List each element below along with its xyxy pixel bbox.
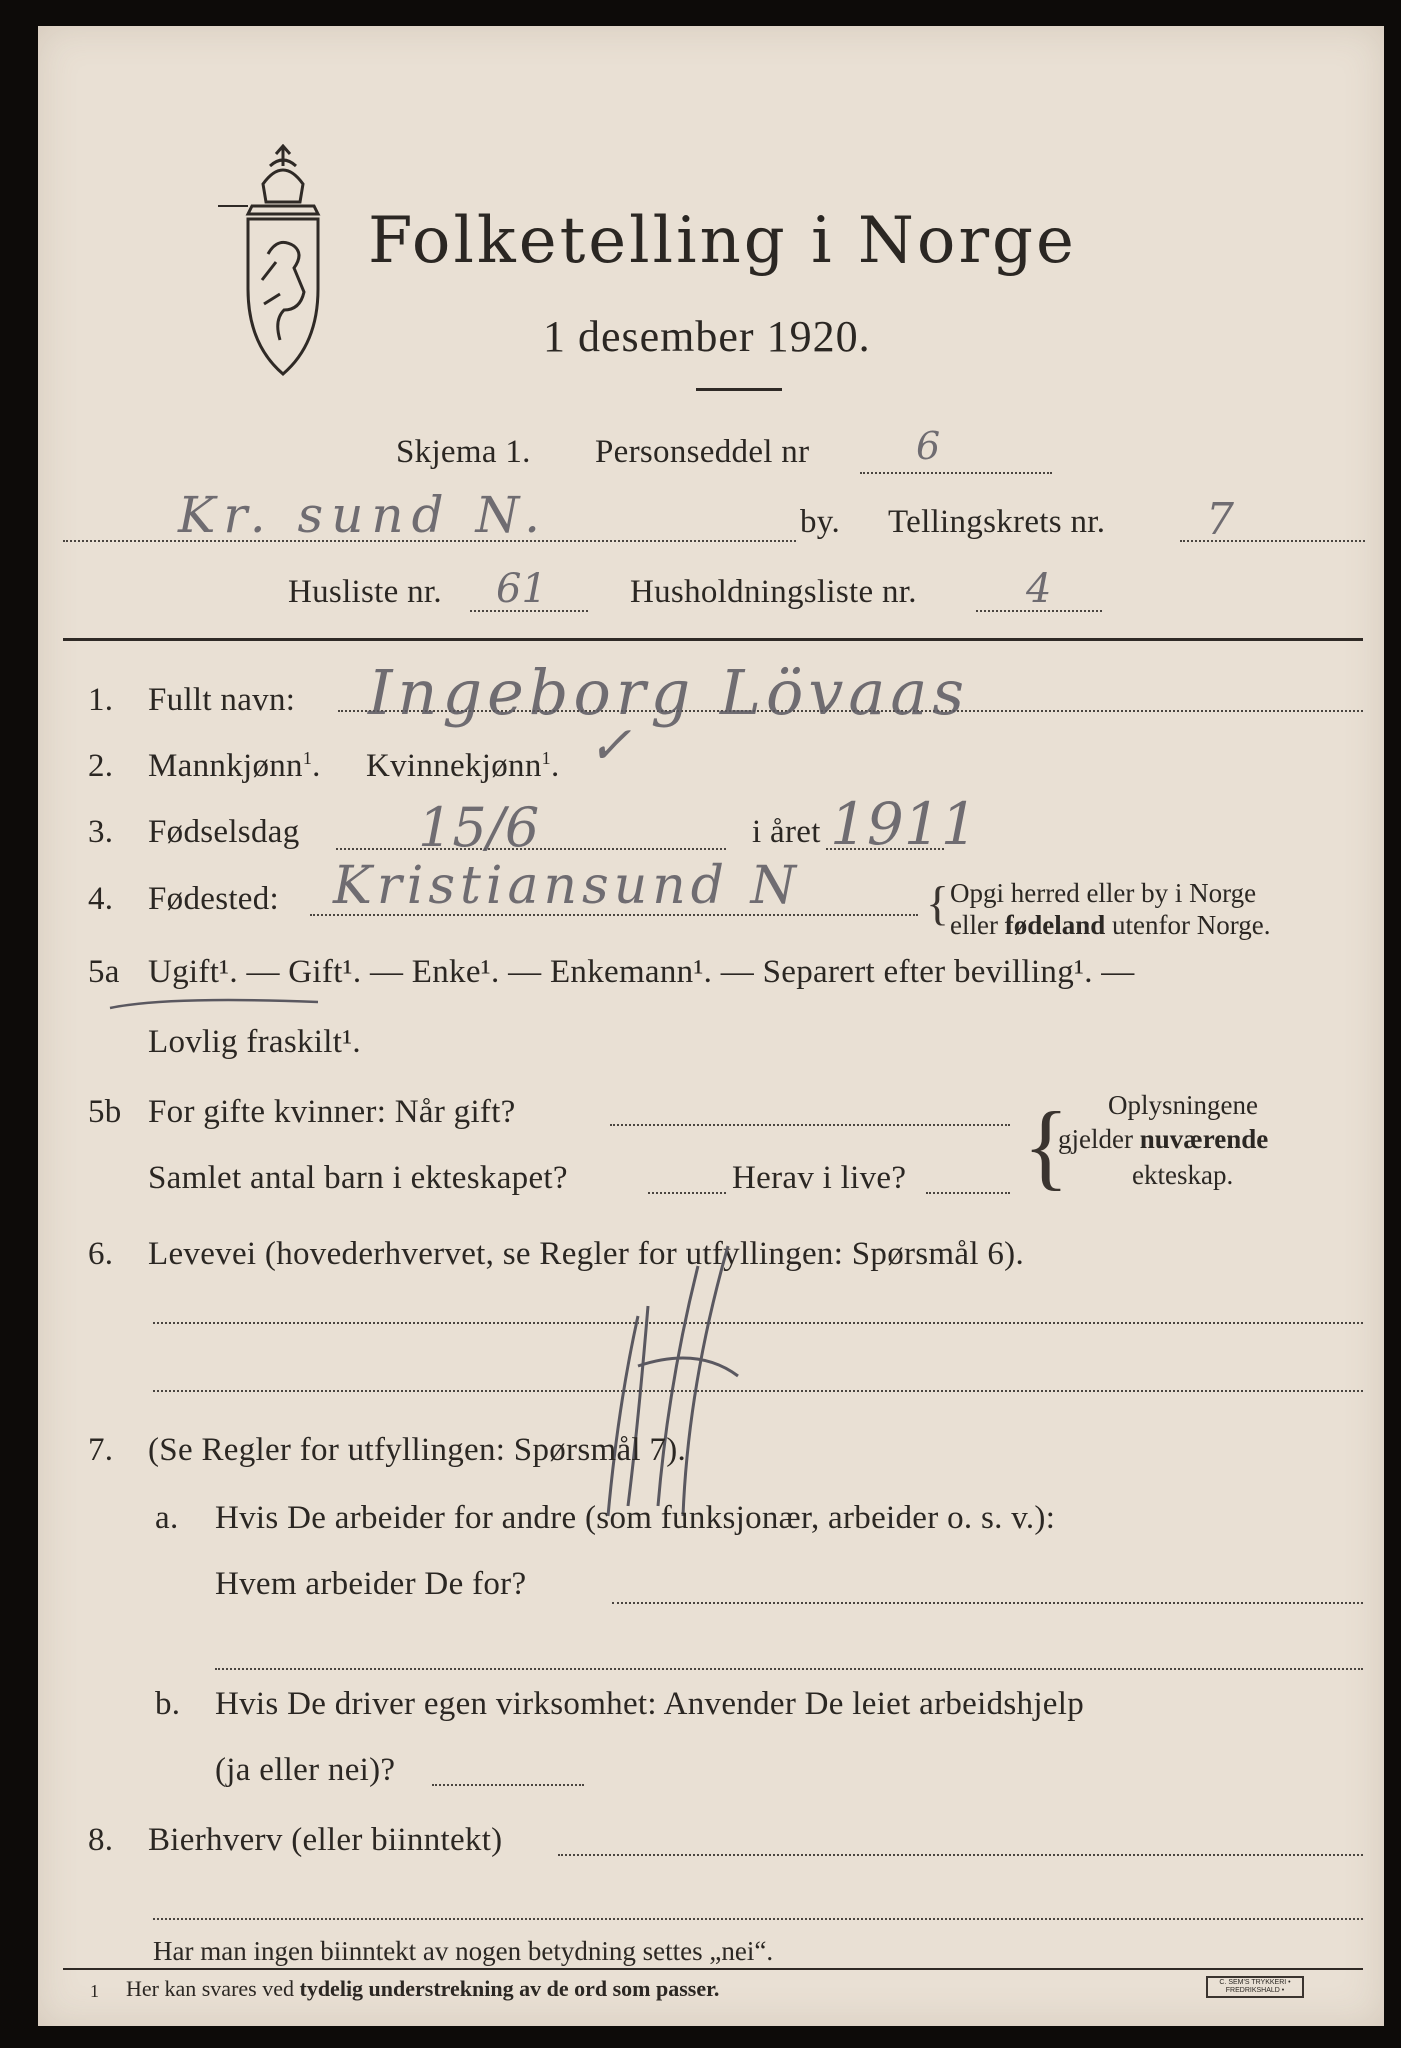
q7a-employer-line (612, 1602, 1363, 1604)
city-value: Kr. sund N. (178, 486, 548, 544)
q4-number: 4. (88, 881, 114, 917)
schema-label: Skjema 1. (396, 434, 531, 470)
q7b-line (432, 1784, 584, 1786)
personseddel-label: Personseddel nr (595, 434, 810, 470)
footer-rule (63, 1968, 1363, 1970)
q4-note-line1: Opgi herred eller by i Norge (950, 878, 1257, 908)
q5b-married-line (610, 1124, 1010, 1126)
q4-note-line2: eller fødeland utenfor Norge. (950, 910, 1271, 940)
tellingskrets-value: 7 (1206, 494, 1234, 545)
biinntekt-note: Har man ingen biinntekt av nogen betydning settes „nei“. (153, 1936, 774, 1966)
by-label: by. (800, 504, 841, 540)
q8-line2 (153, 1918, 1363, 1920)
birth-year-value: 1911 (830, 790, 978, 858)
q4-label: Fødested: (148, 881, 280, 917)
q5b-number: 5b (88, 1094, 122, 1130)
husliste-label: Husliste nr. (288, 574, 442, 610)
q6-number: 6. (88, 1236, 114, 1272)
q7a-employer-label: Hvem arbeider De for? (215, 1566, 527, 1602)
census-date: 1 desember 1920. (543, 312, 871, 361)
q8-line1 (558, 1854, 1363, 1856)
q7-number: 7. (88, 1432, 114, 1468)
q5b-note-line3: ekteskap. (1132, 1160, 1234, 1190)
title-divider (696, 388, 782, 391)
q5b-children-label: Samlet antal barn i ekteskapet? (148, 1160, 568, 1196)
q6-label: Levevei (hovederhvervet, se Regler for utfyllingen: Spørsmål 6). (148, 1236, 1025, 1272)
full-name-value: Ingeborg Lövaas (368, 656, 970, 729)
header-rule (63, 638, 1363, 641)
q5b-note-line1: Oplysningene (1108, 1090, 1258, 1120)
q7-label: (Se Regler for utfyllingen: Spørsmål 7). (148, 1432, 687, 1468)
husliste-value: 61 (496, 566, 547, 612)
birthday-value: 15/6 (418, 796, 540, 859)
ugift-underline (108, 994, 328, 1014)
coat-of-arms-icon (218, 144, 348, 379)
q4-brace: { (926, 877, 950, 930)
q7a-question: Hvis De arbeider for andre (som funksjonær, arbeider o. s. v.): (215, 1500, 1056, 1536)
birthplace-value: Kristiansund N (333, 856, 802, 916)
q7b-question: Hvis De driver egen virksomhet: Anvender De leiet arbeidshjelp (215, 1686, 1085, 1722)
q5b-note-line2: gjelder nuværende (1058, 1124, 1269, 1154)
census-form (38, 26, 1384, 2026)
q5b-alive-label: Herav i live? (732, 1160, 907, 1196)
q3-number: 3. (88, 814, 114, 850)
occupation-slash-mark (578, 1226, 778, 1526)
footnote-text: Her kan svares ved tydelig understrekning av de ord som passer. (126, 1976, 720, 2001)
footnote-number: 1 (90, 1981, 99, 2001)
q2-male-option: Mannkjønn$^1$. (148, 748, 321, 784)
personseddel-value: 6 (916, 424, 941, 468)
q5a-options-line1: Ugift¹. — Gift¹. — Enke¹. — Enkemann¹. — Separert efter bevilling¹. — (148, 954, 1135, 990)
q1-number: 1. (88, 682, 114, 718)
q8-label: Bierhverv (eller biinntekt) (148, 1822, 503, 1858)
q1-label: Fullt navn: (148, 682, 296, 718)
husholdning-label: Husholdningsliste nr. (630, 574, 917, 610)
q7b-yes-no-label: (ja eller nei)? (215, 1752, 396, 1788)
q5a-number: 5a (88, 954, 120, 990)
q5b-brace: { (1023, 1092, 1070, 1199)
q5b-married-label: For gifte kvinner: Når gift? (148, 1094, 516, 1130)
q8-number: 8. (88, 1822, 114, 1858)
q3-label: Fødselsdag (148, 814, 300, 850)
q5a-options-line2: Lovlig fraskilt¹. (148, 1024, 361, 1060)
husholdning-value: 4 (1026, 566, 1052, 612)
printer-stamp: C. SEM'S TRYKKERI • FREDRIKSHALD • (1206, 1976, 1304, 1998)
q2-number: 2. (88, 748, 114, 784)
gender-check-mark: ✓ (588, 716, 632, 776)
q7b-letter: b. (155, 1686, 181, 1722)
personseddel-line (860, 472, 1052, 474)
tellingskrets-label: Tellingskrets nr. (888, 504, 1106, 540)
q7a-letter: a. (155, 1500, 179, 1536)
q5b-children-line (648, 1192, 726, 1194)
form-title: Folketelling i Norge (368, 204, 1077, 278)
q7a-extra-line (215, 1668, 1363, 1670)
q2-female-option: Kvinnekjønn$^1$. (366, 748, 560, 784)
q5b-alive-line (926, 1192, 1010, 1194)
q3-year-label: i året (752, 814, 821, 850)
